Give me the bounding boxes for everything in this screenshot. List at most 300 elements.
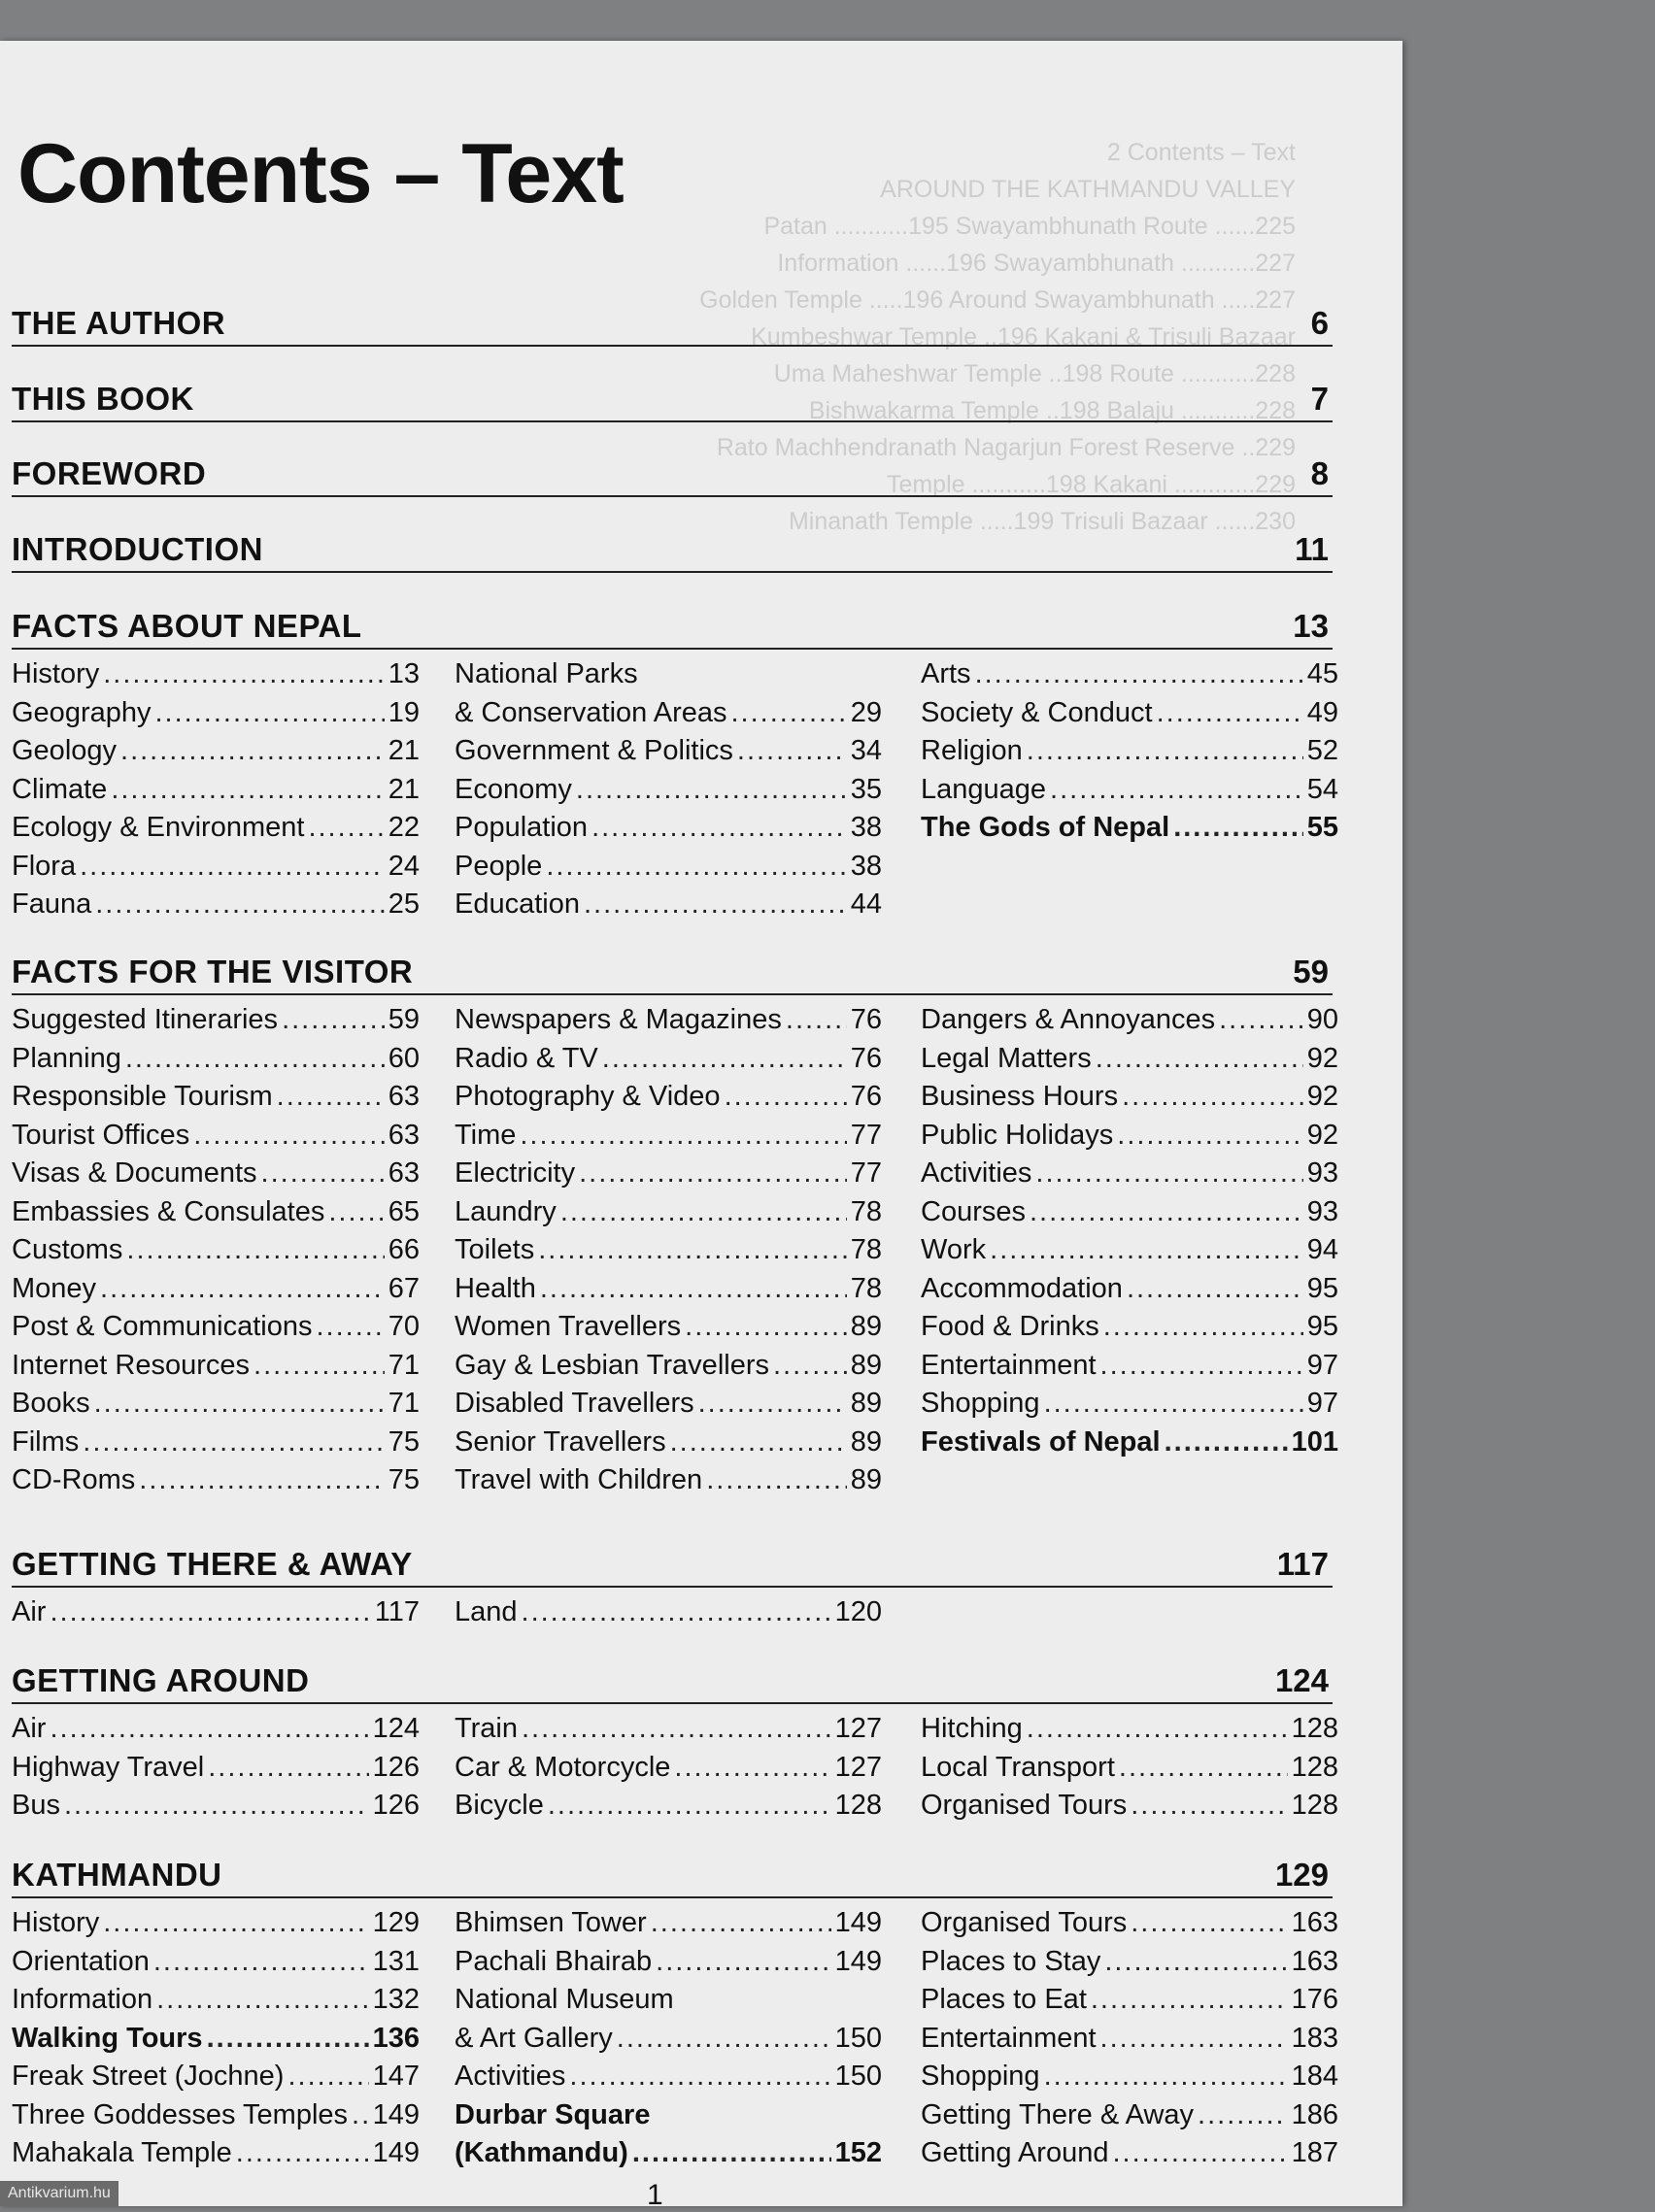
- entry-label: Disabled Travellers: [455, 1388, 694, 1419]
- toc-entry[interactable]: [12, 1749, 420, 1788]
- entry-label: Freak Street (Jochne): [12, 2061, 285, 2092]
- toc-entry[interactable]: [12, 1904, 420, 1943]
- dot-leader: [1219, 1001, 1303, 1040]
- dot-leader: [617, 2020, 831, 2059]
- entry-label: Population: [455, 812, 589, 843]
- dot-leader: [632, 2134, 831, 2173]
- entry-page-number: 78: [850, 1272, 882, 1304]
- toc-entry[interactable]: [12, 1231, 420, 1270]
- entry-label: Women Travellers: [455, 1311, 682, 1342]
- toc-entry[interactable]: [921, 771, 1338, 810]
- section-entries: [12, 1904, 1338, 2173]
- toc-entry[interactable]: [455, 1385, 882, 1424]
- dot-leader: [576, 771, 847, 810]
- dot-leader: [287, 2058, 368, 2096]
- dot-leader: [207, 2020, 369, 2059]
- entry-page-number: 19: [388, 696, 420, 728]
- page-number: 1: [647, 2179, 663, 2211]
- section-page-number: 13: [1293, 608, 1329, 644]
- section-entries: [12, 1710, 1338, 1826]
- entry-page-number: 89: [850, 1464, 882, 1495]
- entry-label: Bhimsen Tower: [455, 1907, 647, 1938]
- toc-section: [12, 381, 1333, 422]
- section-page-number: 117: [1276, 1546, 1329, 1582]
- dot-leader: [125, 1040, 385, 1079]
- bleed-through-line: Information ......196 Swayambhunath ...........227: [777, 250, 1296, 277]
- entry-page-number: 149: [372, 2098, 420, 2130]
- toc-entry[interactable]: [455, 809, 882, 848]
- entry-page-number: 89: [850, 1349, 882, 1381]
- bleed-through-line: Uma Maheshwar Temple ..198 Route ...........228: [773, 360, 1296, 387]
- toc-entry[interactable]: [921, 655, 1338, 694]
- entry-page-number: 67: [388, 1272, 420, 1304]
- toc-entry[interactable]: [455, 1231, 882, 1270]
- toc-entry[interactable]: [921, 2020, 1338, 2059]
- toc-entry[interactable]: [455, 2096, 882, 2135]
- entry-page-number: 63: [388, 1081, 420, 1112]
- toc-entry[interactable]: [455, 1040, 882, 1079]
- bleed-through-line: Minanath Temple .....199 Trisuli Bazaar ......230: [788, 508, 1296, 535]
- dot-leader: [80, 848, 385, 887]
- entry-page-number: 149: [372, 2137, 420, 2168]
- entry-label: Toilets: [455, 1234, 535, 1265]
- dot-leader: [236, 2134, 369, 2173]
- toc-entry[interactable]: [921, 1749, 1338, 1788]
- toc-entry[interactable]: [12, 2058, 420, 2096]
- toc-entry[interactable]: [12, 1710, 420, 1749]
- dot-leader: [698, 1385, 847, 1424]
- entry-column: [455, 1904, 882, 2173]
- bleed-through-line: Temple ...........198 Kakani ............229: [886, 471, 1296, 498]
- toc-entry[interactable]: [455, 1943, 882, 1982]
- toc-entry[interactable]: [921, 809, 1338, 848]
- entry-label: Food & Drinks: [921, 1311, 1099, 1342]
- section-name: GETTING THERE & AWAY: [12, 1546, 413, 1582]
- entry-page-number: 75: [388, 1464, 420, 1495]
- entry-label: Time: [455, 1119, 517, 1151]
- toc-entry[interactable]: [921, 2134, 1338, 2173]
- dot-leader: [706, 1461, 847, 1500]
- section-heading[interactable]: [12, 954, 1333, 995]
- dot-leader: [1112, 2134, 1287, 2173]
- entry-page-number: 75: [388, 1425, 420, 1458]
- dot-leader: [548, 1787, 831, 1826]
- section-name: INTRODUCTION: [12, 531, 263, 567]
- toc-entry[interactable]: [921, 2096, 1338, 2135]
- bleed-through-line: Bishwakarma Temple ..198 Balaju ...........228: [808, 397, 1296, 424]
- toc-entry[interactable]: [12, 1787, 420, 1826]
- dot-leader: [990, 1231, 1303, 1270]
- toc-entry[interactable]: [12, 1981, 420, 2020]
- entry-column: [921, 1593, 1333, 1632]
- entry-page-number: 71: [388, 1388, 420, 1419]
- toc-entry[interactable]: [455, 771, 882, 810]
- entry-label: Books: [12, 1388, 90, 1419]
- toc-entry[interactable]: [921, 2058, 1338, 2096]
- dot-leader: [120, 732, 385, 771]
- entry-label: CD-Roms: [12, 1464, 136, 1495]
- dot-leader: [282, 1001, 385, 1040]
- watermark: Antikvarium.hu: [0, 2181, 118, 2206]
- dot-leader: [50, 1593, 370, 1632]
- entry-label: People: [455, 850, 543, 882]
- entry-page-number: 183: [1291, 2022, 1338, 2054]
- toc-section: [12, 608, 1338, 924]
- entry-label: Land: [455, 1596, 518, 1627]
- entry-page-number: 21: [388, 735, 420, 766]
- dot-leader: [773, 1347, 847, 1386]
- entry-label: Highway Travel: [12, 1751, 205, 1783]
- entry-label: Suggested Itineraries: [12, 1004, 279, 1035]
- bleed-through-line: Patan ...........195 Swayambhunath Route ......225: [763, 213, 1296, 240]
- toc-entry[interactable]: [921, 1385, 1338, 1424]
- entry-page-number: 55: [1306, 812, 1338, 843]
- entry-label: Post & Communications: [12, 1311, 313, 1342]
- dot-leader: [328, 1193, 384, 1232]
- entry-label: Train: [455, 1713, 518, 1744]
- dot-leader: [522, 1710, 831, 1749]
- dot-leader: [670, 1424, 847, 1462]
- dot-leader: [253, 1347, 385, 1386]
- section-heading[interactable]: [12, 608, 1333, 650]
- entry-page-number: 120: [834, 1596, 882, 1627]
- dot-leader: [261, 1155, 385, 1193]
- entry-page-number: 186: [1291, 2098, 1338, 2130]
- toc-entry[interactable]: [921, 732, 1338, 771]
- toc-entry[interactable]: [12, 1461, 420, 1500]
- dot-leader: [560, 1193, 847, 1232]
- entry-label: Getting There & Away: [921, 2098, 1195, 2130]
- entry-page-number: 94: [1306, 1234, 1338, 1265]
- entry-page-number: 25: [388, 888, 420, 920]
- entry-label: Geology: [12, 735, 118, 766]
- toc-entry[interactable]: [12, 1308, 420, 1347]
- toc-entry[interactable]: [12, 771, 420, 810]
- entry-column: [455, 1001, 882, 1500]
- entry-label: Religion: [921, 735, 1023, 766]
- entry-label: Dangers & Annoyances: [921, 1004, 1216, 1035]
- toc-entry[interactable]: [455, 1904, 882, 1943]
- dot-leader: [139, 1461, 384, 1500]
- dot-leader: [1096, 1040, 1303, 1079]
- entry-page-number: 76: [850, 1042, 882, 1074]
- toc-entry[interactable]: [455, 732, 882, 771]
- section-entries: [12, 1593, 1333, 1632]
- section-heading[interactable]: [12, 1662, 1333, 1704]
- toc-entry[interactable]: [921, 1155, 1338, 1193]
- section-heading[interactable]: [12, 455, 1333, 497]
- toc-entry[interactable]: [12, 655, 420, 694]
- entry-label: Money: [12, 1272, 97, 1304]
- toc-entry[interactable]: [455, 1001, 882, 1040]
- toc-entry[interactable]: [12, 2096, 420, 2135]
- entry-page-number: 128: [1291, 1713, 1338, 1744]
- entry-page-number: 92: [1306, 1042, 1338, 1074]
- section-page-number: 6: [1310, 305, 1329, 341]
- toc-entry[interactable]: [12, 2134, 420, 2173]
- entry-column: [921, 1001, 1338, 1500]
- entry-column: [921, 1710, 1338, 1826]
- toc-entry[interactable]: [455, 1749, 882, 1788]
- dot-leader: [1050, 771, 1303, 810]
- toc-entry[interactable]: [455, 1787, 882, 1826]
- section-name: GETTING AROUND: [12, 1662, 310, 1698]
- toc-entry[interactable]: [455, 886, 882, 924]
- entry-page-number: 54: [1306, 773, 1338, 805]
- entry-label: Legal Matters: [921, 1042, 1092, 1074]
- toc-section: [12, 531, 1333, 573]
- toc-entry[interactable]: [12, 2020, 420, 2059]
- toc-entry[interactable]: [455, 1593, 882, 1632]
- entry-label: Radio & TV: [455, 1042, 598, 1074]
- section-name: FOREWORD: [12, 455, 207, 491]
- entry-label: Entertainment: [921, 2022, 1097, 2054]
- toc-entry[interactable]: [12, 1943, 420, 1982]
- entry-page-number: 101: [1291, 1425, 1338, 1458]
- dot-leader: [1103, 1308, 1303, 1347]
- entry-page-number: 89: [850, 1388, 882, 1419]
- toc-entry[interactable]: [455, 848, 882, 887]
- toc-entry[interactable]: [12, 1193, 420, 1232]
- dot-leader: [1100, 2020, 1288, 2059]
- dot-leader: [83, 1424, 384, 1462]
- entry-page-number: 63: [388, 1157, 420, 1189]
- toc-entry[interactable]: [455, 694, 882, 733]
- dot-leader: [685, 1308, 847, 1347]
- entry-label: Local Transport: [921, 1751, 1115, 1783]
- entry-page-number: 63: [388, 1119, 420, 1151]
- entry-label: Entertainment: [921, 1349, 1097, 1381]
- section-heading[interactable]: [12, 1546, 1333, 1588]
- dot-leader: [1104, 1943, 1287, 1982]
- entry-label: Organised Tours: [921, 1790, 1128, 1821]
- toc-entry[interactable]: [921, 1424, 1338, 1462]
- dot-leader: [584, 886, 847, 924]
- section-page-number: 129: [1274, 1857, 1329, 1893]
- entry-label: Activities: [921, 1157, 1032, 1189]
- entry-label: Language: [921, 773, 1047, 805]
- toc-entry[interactable]: [455, 1308, 882, 1347]
- dot-leader: [1035, 1155, 1302, 1193]
- toc-section: [12, 1546, 1333, 1632]
- entry-column: [921, 655, 1338, 924]
- entry-page-number: 184: [1291, 2061, 1338, 2092]
- section-heading[interactable]: [12, 531, 1333, 573]
- entry-page-number: 76: [850, 1081, 882, 1112]
- entry-page-number: 77: [850, 1157, 882, 1189]
- entry-label: Three Goddesses Temples: [12, 2098, 349, 2130]
- toc-entry[interactable]: [455, 1461, 882, 1500]
- entry-label: & Conservation Areas: [455, 696, 727, 728]
- toc-entry[interactable]: [921, 694, 1338, 733]
- section-name: THE AUTHOR: [12, 305, 226, 341]
- dot-leader: [277, 1078, 385, 1117]
- dot-leader: [1131, 1787, 1287, 1826]
- dot-leader: [786, 1001, 847, 1040]
- dot-leader: [64, 1787, 369, 1826]
- dot-leader: [1131, 1904, 1287, 1943]
- toc-entry[interactable]: [455, 1078, 882, 1117]
- bleed-through-line: AROUND THE KATHMANDU VALLEY: [880, 176, 1296, 203]
- toc-entry[interactable]: [921, 1787, 1338, 1826]
- toc-entry[interactable]: [921, 1904, 1338, 1943]
- entry-label: Health: [455, 1272, 536, 1304]
- toc-entry[interactable]: [921, 1943, 1338, 1982]
- toc-entry[interactable]: [455, 1981, 882, 2020]
- dot-leader: [1027, 1710, 1288, 1749]
- dot-leader: [1157, 694, 1303, 733]
- entry-label: Shopping: [921, 2061, 1040, 2092]
- entry-page-number: 59: [388, 1004, 420, 1035]
- entry-label: Flora: [12, 850, 77, 882]
- toc-entry[interactable]: [12, 732, 420, 771]
- entry-page-number: 71: [388, 1349, 420, 1381]
- toc-entry[interactable]: [921, 1270, 1338, 1309]
- entry-page-number: 13: [388, 658, 420, 689]
- entry-page-number: 92: [1306, 1119, 1338, 1151]
- entry-label: Embassies & Consulates: [12, 1195, 325, 1227]
- dot-leader: [1173, 809, 1303, 848]
- toc-entry[interactable]: [455, 2134, 882, 2173]
- toc-entry[interactable]: [921, 1078, 1338, 1117]
- entry-page-number: 66: [388, 1234, 420, 1265]
- toc-entry[interactable]: [455, 2020, 882, 2059]
- toc-entry[interactable]: [455, 2058, 882, 2096]
- entry-label: Responsible Tourism: [12, 1081, 273, 1112]
- entry-label: Courses: [921, 1195, 1026, 1227]
- toc-entry[interactable]: [921, 1001, 1338, 1040]
- dot-leader: [352, 2096, 369, 2135]
- entry-page-number: 45: [1306, 658, 1338, 689]
- toc-entry[interactable]: [12, 809, 420, 848]
- entry-label: Durbar Square: [455, 2098, 651, 2130]
- entry-label: Customs: [12, 1234, 123, 1265]
- toc-entry[interactable]: [12, 1385, 420, 1424]
- section-name: THIS BOOK: [12, 381, 194, 417]
- toc-entry[interactable]: [12, 1593, 420, 1632]
- toc-entry[interactable]: [12, 1001, 420, 1040]
- toc-entry[interactable]: [455, 1117, 882, 1156]
- entry-page-number: 187: [1291, 2137, 1338, 2168]
- toc-entry[interactable]: [921, 1117, 1338, 1156]
- entry-page-number: 176: [1291, 1984, 1338, 2015]
- toc-entry[interactable]: [12, 1347, 420, 1386]
- entry-page-number: 163: [1291, 1907, 1338, 1938]
- dot-leader: [591, 809, 847, 848]
- dot-leader: [579, 1155, 847, 1193]
- dot-leader: [1091, 1981, 1288, 2020]
- entry-page-number: 149: [834, 1907, 882, 1938]
- dot-leader: [602, 1040, 847, 1079]
- toc-entry[interactable]: [455, 1710, 882, 1749]
- toc-entry[interactable]: [921, 1193, 1338, 1232]
- page-title: Contents – Text: [17, 127, 624, 220]
- entry-page-number: 21: [388, 773, 420, 805]
- section-page-number: 124: [1274, 1662, 1329, 1698]
- entry-label: Newspapers & Magazines: [455, 1004, 782, 1035]
- entry-page-number: 150: [834, 2022, 882, 2054]
- toc-entry[interactable]: [12, 1424, 420, 1462]
- toc-entry[interactable]: [921, 1231, 1338, 1270]
- section-heading[interactable]: [12, 1857, 1333, 1898]
- entry-page-number: 128: [834, 1790, 882, 1821]
- entry-page-number: 34: [850, 735, 882, 766]
- dot-leader: [208, 1749, 368, 1788]
- entry-label: Travel with Children: [455, 1464, 703, 1495]
- entry-page-number: 92: [1306, 1081, 1338, 1112]
- toc-entry[interactable]: [12, 1078, 420, 1117]
- entry-label: Activities: [455, 2061, 566, 2092]
- entry-label: Laundry: [455, 1195, 557, 1227]
- entry-page-number: 129: [372, 1907, 420, 1938]
- toc-entry[interactable]: [12, 848, 420, 887]
- toc-entry[interactable]: [921, 1710, 1338, 1749]
- bleed-through-line: Golden Temple .....196 Around Swayambhunath .....227: [699, 286, 1296, 314]
- section-entries: [12, 655, 1338, 924]
- toc-entry[interactable]: [12, 1117, 420, 1156]
- entry-page-number: 95: [1306, 1272, 1338, 1304]
- toc-entry[interactable]: [921, 1308, 1338, 1347]
- toc-entry[interactable]: [455, 1347, 882, 1386]
- toc-entry[interactable]: [12, 1040, 420, 1079]
- dot-leader: [569, 2058, 830, 2096]
- dot-leader: [153, 1943, 369, 1982]
- dot-leader: [1117, 1117, 1302, 1156]
- entry-label: Geography: [12, 696, 152, 728]
- section-page-number: 7: [1310, 381, 1329, 417]
- entry-label: Places to Eat: [921, 1984, 1087, 2015]
- dot-leader: [193, 1117, 385, 1156]
- entry-page-number: 49: [1306, 696, 1338, 728]
- section-heading[interactable]: [12, 381, 1333, 422]
- entry-label: Education: [455, 888, 580, 920]
- entry-page-number: 93: [1306, 1195, 1338, 1227]
- section-heading[interactable]: [12, 305, 1333, 347]
- toc-entry[interactable]: [12, 694, 420, 733]
- toc-section: [12, 1857, 1338, 2173]
- entry-label: Tourist Offices: [12, 1119, 190, 1151]
- toc-entry[interactable]: [921, 1347, 1338, 1386]
- dot-leader: [975, 655, 1303, 694]
- toc-entry[interactable]: [455, 655, 882, 694]
- entry-label: National Museum: [455, 1984, 674, 2015]
- dot-leader: [520, 1117, 846, 1156]
- entry-label: Pachali Bhairab: [455, 1945, 653, 1977]
- entry-label: Ecology & Environment: [12, 812, 305, 843]
- entry-page-number: 128: [1291, 1790, 1338, 1821]
- entry-page-number: 131: [372, 1945, 420, 1977]
- toc-entry[interactable]: [921, 1040, 1338, 1079]
- entry-page-number: 65: [388, 1195, 420, 1227]
- bleed-through-line: 2 Contents – Text: [1106, 139, 1296, 166]
- entry-label: Climate: [12, 773, 108, 805]
- toc-entry[interactable]: [12, 1155, 420, 1193]
- toc-entry[interactable]: [455, 1424, 882, 1462]
- entry-page-number: 124: [372, 1713, 420, 1744]
- entry-column: [12, 1710, 420, 1826]
- dot-leader: [1198, 2096, 1288, 2135]
- entry-page-number: 38: [850, 812, 882, 843]
- bleed-through-line: Kumbeshwar Temple ..196 Kakani & Trisuli Bazaar: [751, 323, 1296, 351]
- toc-entry[interactable]: [455, 1193, 882, 1232]
- toc-entry[interactable]: [455, 1270, 882, 1309]
- toc-entry[interactable]: [12, 1270, 420, 1309]
- toc-entry[interactable]: [921, 1981, 1338, 2020]
- dot-leader: [1119, 1749, 1288, 1788]
- toc-entry[interactable]: [455, 1155, 882, 1193]
- toc-entry[interactable]: [12, 886, 420, 924]
- entry-label: & Art Gallery: [455, 2022, 613, 2054]
